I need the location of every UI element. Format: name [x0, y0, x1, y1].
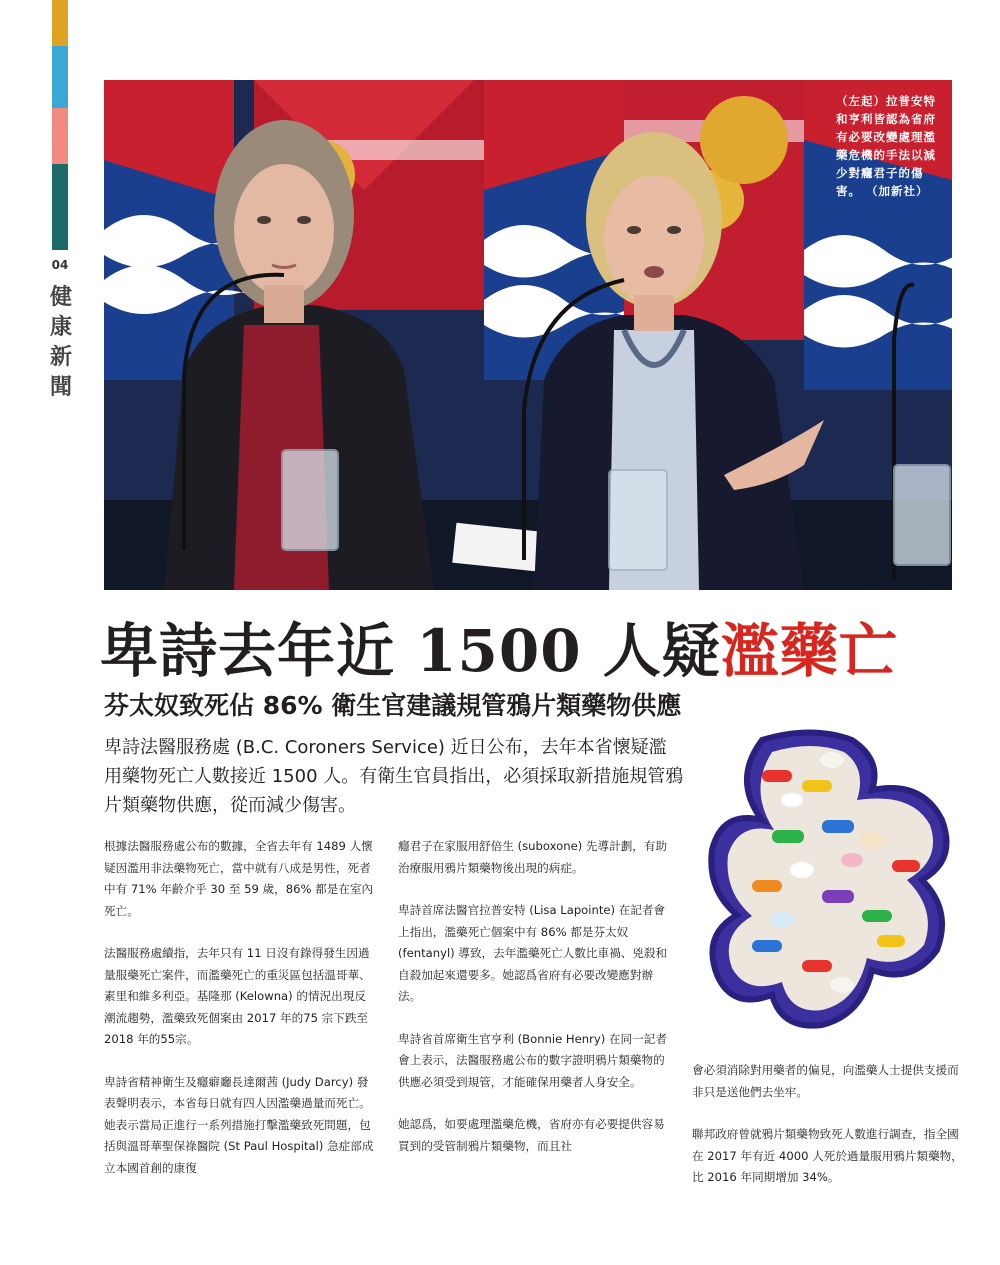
paragraph: 法醫服務處續指，去年只有 11 日沒有錄得發生因過量服藥死亡案件，而濫藥死亡的重災區包括溫哥華、素里和維多利亞。基隆那 (Kelowna) 的情況出現反潮流趨勢，濫藥致死個案由 2017 年的75 宗下跌至 2018 年的55宗。: [104, 946, 371, 1046]
section-title: 健康新聞: [50, 284, 73, 400]
paragraph: 卑詩省首席衛生官亨利 (Bonnie Henry) 在同一記者會上表示，法醫服務處公布的數字證明鴉片類藥物的供應必須受到規管，才能確保用藥者人身安全。: [398, 1031, 667, 1089]
side-color-bar-blue: [52, 46, 68, 108]
headline-main: 卑詩去年近 1500 人疑: [100, 617, 721, 685]
lede-paragraph: 卑詩法醫服務處 (B.C. Coroners Service) 近日公布，去年本省懷疑濫用藥物死亡人數接近 1500 人。有衛生官員指出，必須採取新措施規管鴉片類藥物供應，從而減少傷害。: [104, 737, 684, 816]
body-column-2: [398, 836, 668, 1157]
page-number: 04: [51, 258, 69, 272]
paragraph: 根據法醫服務處公布的數據，全省去年有 1489 人懷疑因濫用非法藥物死亡，當中就有八成是男性，死者中有 71% 年齡介乎 30 至 59 歲，86% 都是在室內死亡。: [104, 839, 374, 918]
headline-highlight: 濫藥亡: [720, 617, 898, 685]
paragraph: 卑詩省精神衛生及癮癖廳長達爾茜 (Judy Darcy) 發表聲明表示，本省每日就有四人因濫藥過量而死亡。她表示當局正進行一系列措施打擊濫藥致死問題，包括與溫哥華聖保祿醫院 (St Paul Hospital) 急症部成立本國首創的康復: [104, 1074, 374, 1175]
paragraph: 卑詩首席法醫官拉普安特 (Lisa Lapointe) 在記者會上指出，濫藥死亡個案中有 86% 都是芬太奴 (fentanyl) 導致，去年濫藥死亡人數比車禍、兇殺和自殺加起來還要多。她認爲省府有必要改變應對辦法。: [398, 903, 668, 1003]
paragraph: 她認爲，如要處理濫藥危機，省府亦有必要提供容易買到的受管制鴉片類藥物，而且社: [398, 1117, 665, 1153]
pills-tray-illustration: [692, 720, 972, 1050]
side-color-bar-orange: [52, 0, 68, 46]
side-color-bar-teal: [52, 164, 68, 250]
body-column-3: [692, 1060, 964, 1189]
photo-caption: （左起）拉普安特和亨利皆認為省府有必要改變處理濫藥危機的手法以減少對癮君子的傷害。 （加新社）: [836, 94, 936, 198]
subheadline: 芬太奴致死佔 86% 衛生官建議規管鴉片類藥物供應: [104, 691, 682, 720]
press-conference-photo: [104, 80, 952, 590]
headline: [100, 604, 960, 688]
side-color-bar-pink: [52, 108, 68, 164]
paragraph: 癮君子在家服用舒倍生 (suboxone) 先導計劃，有助治療服用鴉片類藥物後出現的病症。: [398, 839, 668, 875]
body-column-1: [104, 836, 374, 1179]
paragraph: 聯邦政府曾就鴉片類藥物致死人數進行調查，指全國在 2017 年有近 4000 人死於過量服用鴉片類藥物，比 2016 年同期增加 34%。: [692, 1127, 963, 1184]
paragraph: 會必須消除對用藥者的偏見，向濫藥人士提供支援而非只是送他們去坐牢。: [692, 1063, 959, 1099]
